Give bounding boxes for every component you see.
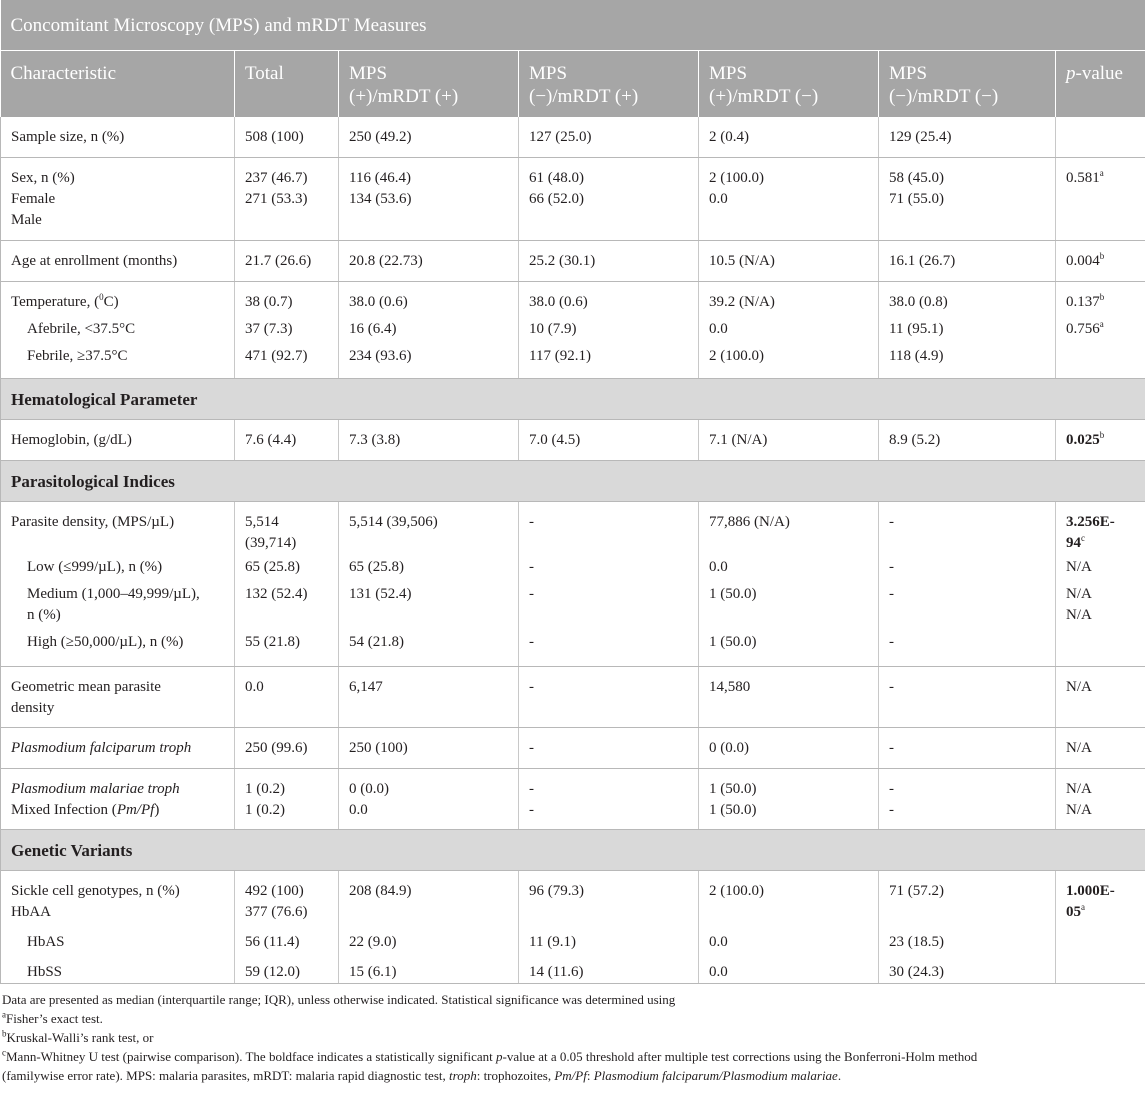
header-mps-neg-mrdt-pos: MPS (−)/mRDT (+) (519, 51, 699, 118)
table-row: Parasite density, (MPS/µL) Low (≤999/µL), n (%) Medium (1,000–49,999/µL), n (%) High (≥50,000/µL), n (%) 5,514 (39,714) 65 (25.8) 132 (52.4) 55 (21.8) 5,514 (39,506) 65 (25.8) 131 (52.4) 54 (21.8) - - - - 77,886 (N/A) 0.0 1 (50.0) 1 (50.0) - - - - 3.256E- 94$^c$ N/A N/A N/A (1, 502, 1145, 667)
footnote: $^a$Fisher’s exact test. (2, 1009, 103, 1026)
section-title: Genetic Variants (1, 830, 1145, 871)
header-mps-pos-mrdt-pos: MPS (+)/mRDT (+) (339, 51, 519, 118)
section-title: Parasitological Indices (1, 461, 1145, 502)
table-title: Concomitant Microscopy (MPS) and mRDT Measures (1, 0, 1145, 51)
section-header-row (1, 830, 1145, 871)
header-mps-pos-mrdt-neg: MPS (+)/mRDT (−) (699, 51, 879, 118)
table-row: Plasmodium malariae troph Mixed Infection (Pm/Pf) 1 (0.2) 1 (0.2) 0 (0.0) 0.0 - - 1 (50.0) 1 (50.0) - - N/A N/A (1, 769, 1145, 830)
table-row: Plasmodium falciparum troph 250 (99.6) 250 (100) - 0 (0.0) - N/A (1, 728, 1145, 769)
header-total: Total (235, 51, 339, 118)
table-row: Geometric mean parasite density 0.0 6,147 - 14,580 - N/A (1, 667, 1145, 728)
header-p-value: p-value (1056, 51, 1145, 118)
section-header-row (1, 379, 1145, 420)
footnote: Data are presented as median (interquartile range; IQR), unless otherwise indicated. Statistical significance was determined using (2, 992, 676, 1007)
header-characteristic: Characteristic (1, 51, 235, 118)
header-mps-neg-mrdt-neg: MPS (−)/mRDT (−) (879, 51, 1056, 118)
footnote: $^c$Mann-Whitney U test (pairwise comparison). The boldface indicates a statistically significant p-value at a 0.05 threshold after multiple test corrections using the Bonferroni-Holm method (2, 1047, 978, 1064)
table-row: Sex, n (%) Female Male 237 (46.7) 271 (53.3) 116 (46.4) 134 (53.6) 61 (48.0) 66 (52.0) 2 (100.0) 0.0 58 (45.0) 71 (55.0) 0.581$^a$ (1, 158, 1145, 241)
table-title-row (1, 0, 1145, 51)
footnote: $^b$Kruskal-Walli’s rank test, or (2, 1028, 154, 1045)
table-row: Hemoglobin, (g/dL) 7.6 (4.4) 7.3 (3.8) 7.0 (4.5) 7.1 (N/A) 8.9 (5.2) 0.025$^b$ (1, 420, 1145, 461)
footnote: (familywise error rate). MPS: malaria parasites, mRDT: malaria rapid diagnostic test, troph: trophozoites, Pm/Pf: Plasmodium falciparum/Plasmodium malariae. (2, 1068, 842, 1083)
table-row: Sickle cell genotypes, n (%) HbAA HbAS HbSS 492 (100) 377 (76.6) 56 (11.4) 59 (12.0) 208 (84.9) 22 (9.0) 15 (6.1) 96 (79.3) 11 (9.1) 14 (11.6) 2 (100.0) 0.0 0.0 71 (57.2) 23 (18.5) 30 (24.3) 1.000E- 05$^a$ (1, 871, 1145, 984)
table-row: Temperature, ($^0$C) Afebrile, <37.5°C Febrile, ≥37.5°C 38 (0.7) 37 (7.3) 471 (92.7) 38.0 (0.6) 16 (6.4) 234 (93.6) 38.0 (0.6) 10 (7.9) 117 (92.1) 39.2 (N/A) 0.0 2 (100.0) 38.0 (0.8) 11 (95.1) 118 (4.9) 0.137$^b$ 0.756$^a$ (1, 282, 1145, 379)
header-row (1, 51, 1145, 118)
table-row: Age at enrollment (months) 21.7 (26.6) 20.8 (22.73) 25.2 (30.1) 10.5 (N/A) 16.1 (26.7) 0.004$^b$ (1, 241, 1145, 282)
table-row: Sample size, n (%) 508 (100) 250 (49.2) 127 (25.0) 2 (0.4) 129 (25.4) (1, 117, 1145, 158)
table-footnotes (0, 984, 1145, 1085)
section-header-row (1, 461, 1145, 502)
cell-label: Sample size, n (%) (11, 129, 125, 145)
section-title: Hematological Parameter (1, 379, 1145, 420)
